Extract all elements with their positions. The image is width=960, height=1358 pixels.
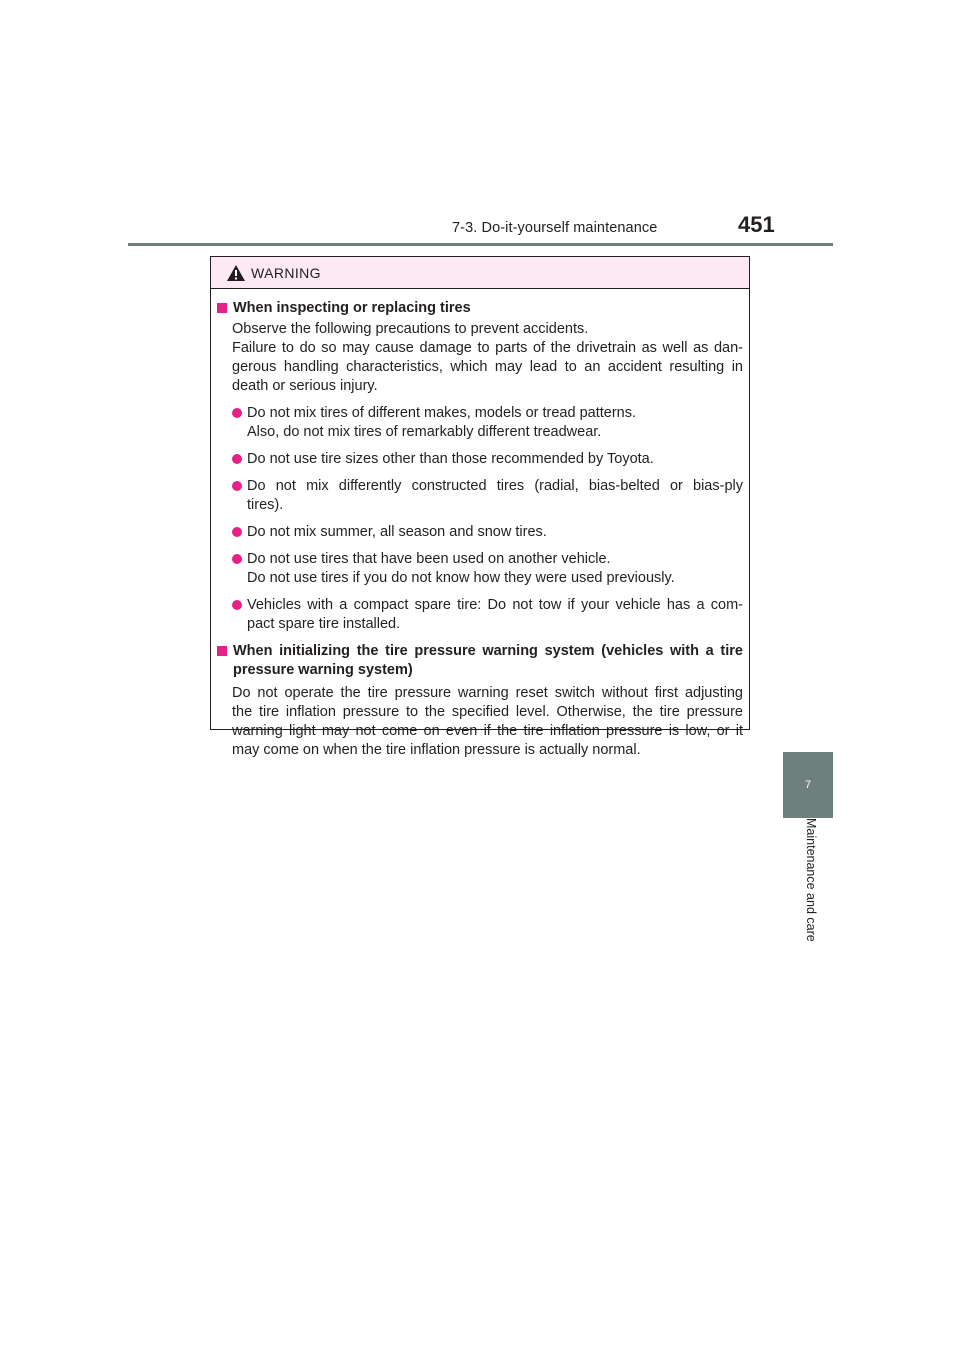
- chapter-tab: [783, 752, 833, 818]
- bullet-line: Do not use tire sizes other than those recommended by Toyota.: [247, 451, 654, 467]
- section2-body: [232, 684, 743, 760]
- bullet-line: tires).: [247, 497, 284, 513]
- page-number: 451: [738, 212, 775, 237]
- warning-header: [211, 257, 749, 289]
- bullet-item: [232, 404, 743, 442]
- chapter-label: Maintenance and care: [804, 818, 818, 942]
- intro-line: Observe the following precautions to prevent accidents.: [232, 321, 589, 337]
- warning-box: [210, 256, 750, 758]
- body-line: may come on when the tire inflation pressure is actually normal.: [232, 742, 641, 758]
- bullet-line: Do not mix summer, all season and snow tires.: [247, 524, 547, 540]
- body-line: warning light may not come on even if the tire inflation pressure is low, or it: [232, 723, 743, 739]
- circle-bullet-icon: [232, 454, 242, 464]
- square-bullet-icon: [217, 646, 227, 656]
- warning-title: WARNING: [251, 264, 321, 281]
- circle-bullet-icon: [232, 408, 242, 418]
- bullet-line: Vehicles with a compact spare tire: Do not tow if your vehicle has a com-: [247, 597, 743, 613]
- bullet-item: [232, 596, 743, 634]
- intro-line: death or serious injury.: [232, 378, 378, 394]
- section-title: 7-3. Do-it-yourself maintenance: [452, 220, 658, 236]
- bullet-item: [232, 523, 743, 542]
- section2-heading: [216, 642, 743, 680]
- bullet-line: Also, do not mix tires of remarkably different treadwear.: [247, 424, 602, 440]
- bullet-item: [232, 477, 743, 515]
- bullet-item: [232, 450, 743, 469]
- section2-heading-line: When initializing the tire pressure warning system (vehicles with a tire: [233, 643, 743, 659]
- circle-bullet-icon: [232, 554, 242, 564]
- chapter-number: 7: [804, 779, 812, 791]
- bullet-line: Do not use tires if you do not know how they were used previously.: [247, 570, 675, 586]
- warning-triangle-icon: [226, 264, 246, 282]
- body-line: the tire inflation pressure to the specified level. Otherwise, the tire pressure: [232, 704, 743, 720]
- section2-heading-line: pressure warning system): [233, 662, 413, 678]
- bullet-line: Do not use tires that have been used on another vehicle.: [247, 551, 611, 567]
- bullet-line: Do not mix tires of different makes, models or tread patterns.: [247, 405, 636, 421]
- intro-line: Failure to do so may cause damage to parts of the drivetrain as well as dan-: [232, 340, 743, 356]
- square-bullet-icon: [217, 303, 227, 313]
- bullet-line: Do not mix differently constructed tires (radial, bias-belted or bias-ply: [247, 478, 743, 494]
- body-line: Do not operate the tire pressure warning reset switch without first adjusting: [232, 685, 743, 701]
- intro-line: gerous handling characteristics, which may lead to an accident resulting in: [232, 359, 743, 375]
- section1-intro: [232, 320, 743, 396]
- header-rule: [128, 243, 833, 246]
- bullet-item: [232, 550, 743, 588]
- warning-body: [211, 289, 749, 760]
- section1-heading: [216, 299, 743, 318]
- bullet-line: pact spare tire installed.: [247, 616, 401, 632]
- circle-bullet-icon: [232, 481, 242, 491]
- circle-bullet-icon: [232, 527, 242, 537]
- circle-bullet-icon: [232, 600, 242, 610]
- section1-heading-text: When inspecting or replacing tires: [233, 300, 471, 316]
